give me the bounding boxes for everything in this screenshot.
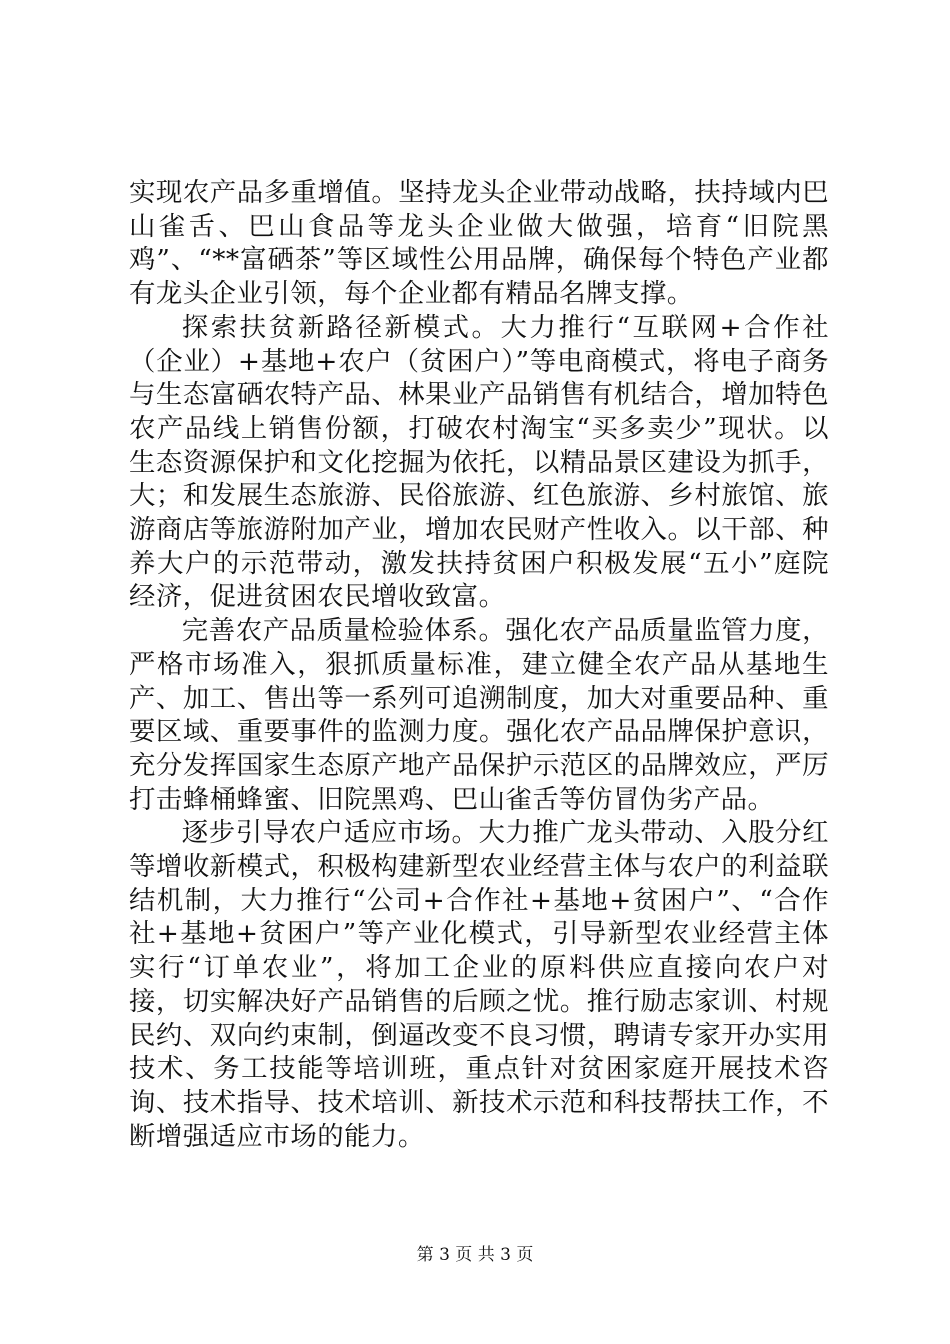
- document-body: [129, 176, 829, 1153]
- page-footer: 第 3 页 共 3 页: [416, 1245, 534, 1265]
- paragraph-3: 完善农产品质量检验体系。强化农产品质量监管力度，严格市场准入，狠抓质量标准，建立健全农产品从基地生产、加工、售出等一系列可追溯制度，加大对重要品种、重要区域、重要事件的监测力度。强化农产品品牌保护意识，充分发挥国家生态原产地产品保护示范区的品牌效应，严厉打击蜂桶蜂蜜、旧院黑鸡、巴山雀舌等仿冒伪劣产品。: [129, 615, 829, 815]
- paragraph-2: 探索扶贫新路径新模式。大力推行“互联网+合作社（企业）+基地+农户（贫困户）”等电商模式，将电子商务与生态富硒农特产品、林果业产品销售有机结合，增加特色农产品线上销售份额，打破农村淘宝“买多卖少”现状。以生态资源保护和文化挖掘为依托，以精品景区建设为抓手，大；和发展生态旅游、民俗旅游、红色旅游、乡村旅馆、旅游商店等旅游附加产业，增加农民财产性收入。以干部、种养大户的示范带动，激发扶持贫困户积极发展“五小”庭院经济，促进贫困农民增收致富。: [129, 311, 829, 613]
- paragraph-4: 逐步引导农户适应市场。大力推广龙头带动、入股分红等增收新模式，积极构建新型农业经营主体与农户的利益联结机制，大力推行“公司+合作社+基地+贫困户”、“合作社+基地+贫困户”等产业化模式，引导新型农业经营主体实行“订单农业”，将加工企业的原料供应直接向农户对接，切实解决好产品销售的后顾之忧。推行励志家训、村规民约、双向约束制，倒逼改变不良习惯，聘请专家开办实用技术、务工技能等培训班，重点针对贫困家庭开展技术咨询、技术指导、技术培训、新技术示范和科技帮扶工作，不断增强适应市场的能力。: [129, 817, 829, 1152]
- paragraph-1: 实现农产品多重增值。坚持龙头企业带动战略，扶持域内巴山雀舌、巴山食品等龙头企业做大做强，培育“旧院黑鸡”、“**富硒茶”等区域性公用品牌，确保每个特色产业都有龙头企业引领，每个企业都有精品名牌支撑。: [129, 177, 829, 310]
